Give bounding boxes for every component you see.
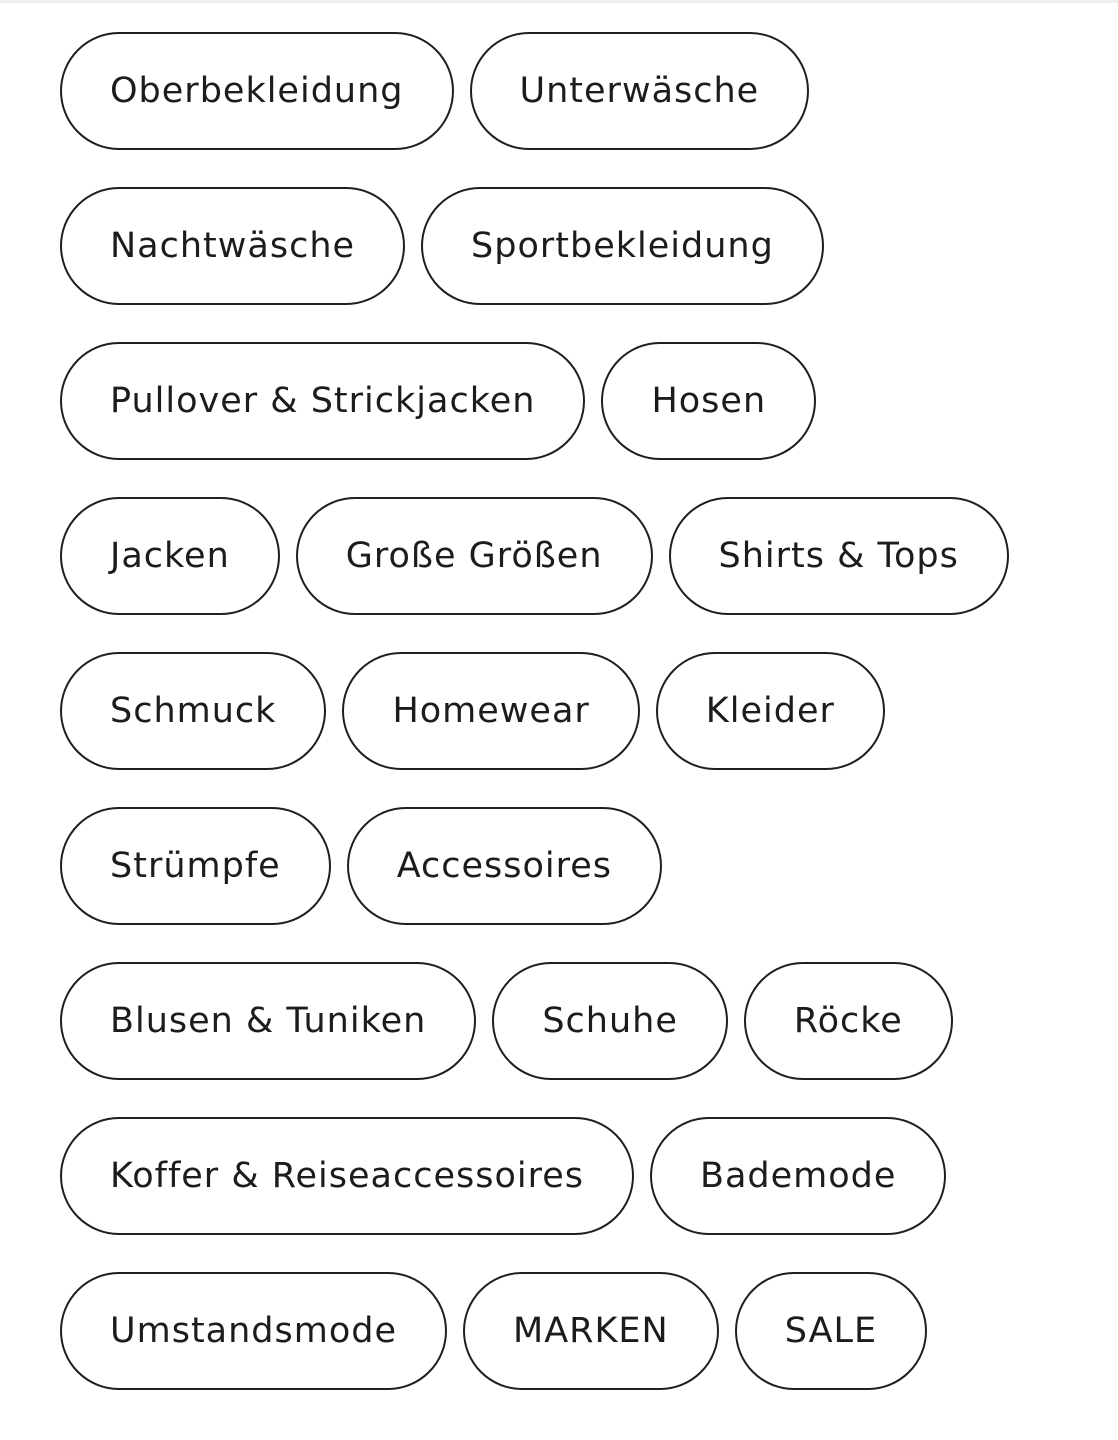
chip-row [60,807,1060,925]
chip-pullover-strickjacken[interactable]: Pullover & Strickjacken [60,342,585,460]
chip-koffer-reiseaccessoires[interactable]: Koffer & Reiseaccessoires [60,1117,634,1235]
chip-homewear[interactable]: Homewear [342,652,639,770]
chip-nachtwaesche[interactable]: Nachtwäsche [60,187,405,305]
chip-jacken[interactable]: Jacken [60,497,280,615]
chip-marken[interactable]: MARKEN [463,1272,719,1390]
chip-oberbekleidung[interactable]: Oberbekleidung [60,32,454,150]
chip-row [60,1272,1060,1390]
chip-row [60,652,1060,770]
chip-roecke[interactable]: Röcke [744,962,953,1080]
chip-umstandsmode[interactable]: Umstandsmode [60,1272,447,1390]
chip-row [60,32,1060,150]
chip-sale[interactable]: SALE [735,1272,927,1390]
chip-row [60,497,1060,615]
chip-grosse-groessen[interactable]: Große Größen [296,497,653,615]
chip-struempfe[interactable]: Strümpfe [60,807,331,925]
chip-row [60,962,1060,1080]
chip-unterwaesche[interactable]: Unterwäsche [470,32,810,150]
chip-accessoires[interactable]: Accessoires [347,807,662,925]
chip-kleider[interactable]: Kleider [656,652,885,770]
chip-shirts-tops[interactable]: Shirts & Tops [669,497,1009,615]
chip-row [60,187,1060,305]
chip-schuhe[interactable]: Schuhe [492,962,728,1080]
chip-blusen-tuniken[interactable]: Blusen & Tuniken [60,962,476,1080]
chip-row [60,342,1060,460]
chip-sportbekleidung[interactable]: Sportbekleidung [421,187,824,305]
top-divider [0,0,1118,3]
chip-hosen[interactable]: Hosen [601,342,816,460]
chip-schmuck[interactable]: Schmuck [60,652,326,770]
chip-row [60,1117,1060,1235]
category-chip-list [60,32,1060,1390]
chip-bademode[interactable]: Bademode [650,1117,946,1235]
